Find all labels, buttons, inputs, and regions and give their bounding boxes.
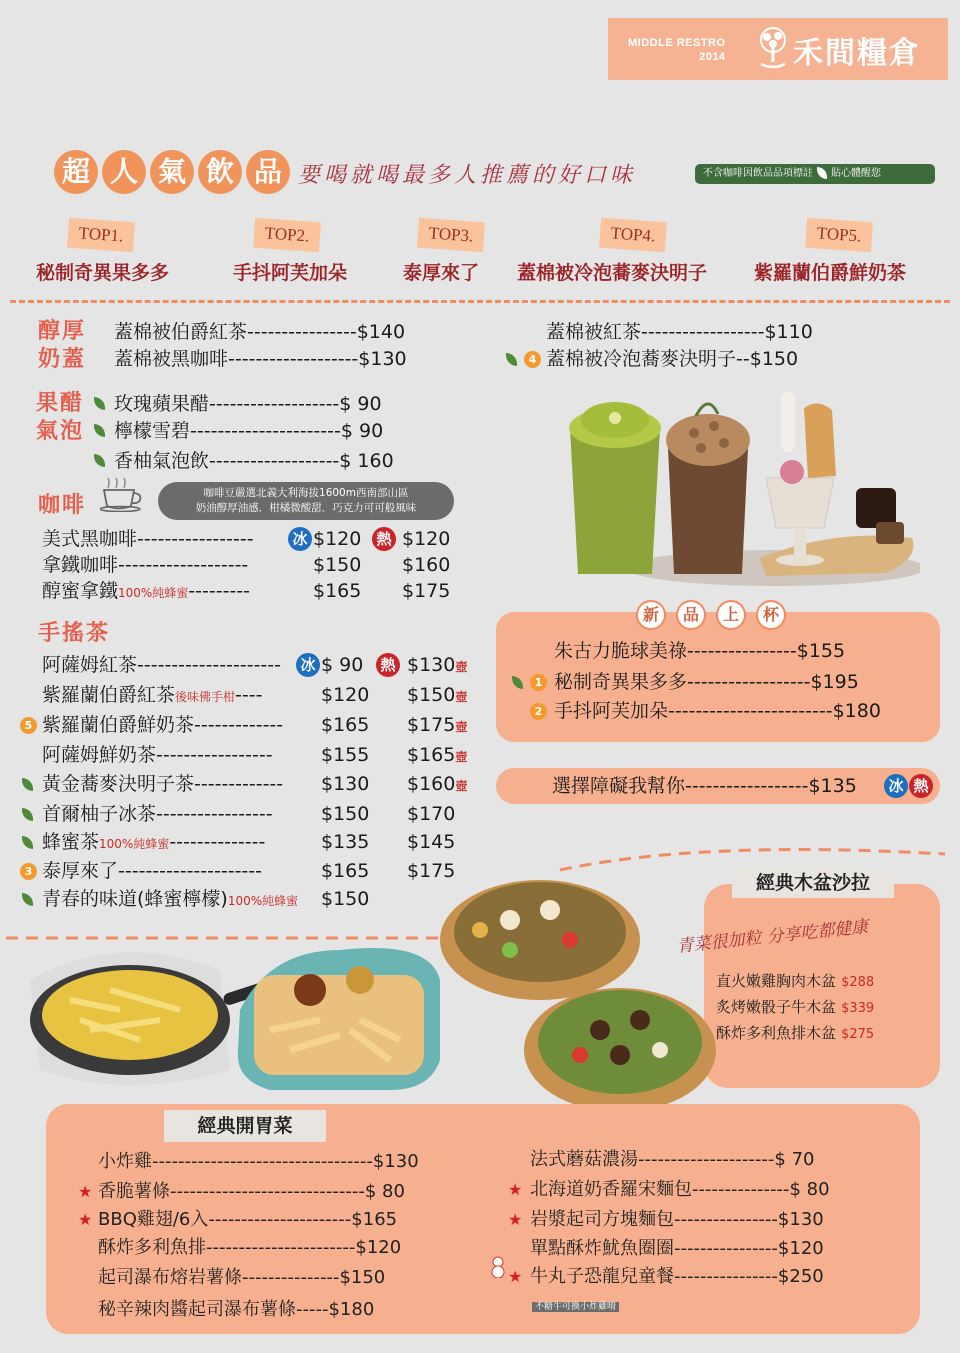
menu-item	[530, 1237, 824, 1261]
leader-dots: ----------------------	[190, 420, 341, 442]
item-price: $155	[796, 640, 846, 662]
item-tag: 後味佛手柑	[175, 690, 236, 704]
menu-item	[554, 669, 859, 695]
leader-dots: -------------------	[209, 393, 340, 415]
item-price: $ 80	[364, 1181, 405, 1202]
item-name: 秘制奇異果多多	[554, 671, 688, 693]
item-name: 蓋棉被黑咖啡	[114, 348, 229, 370]
coffee-bean-note	[158, 482, 454, 520]
leader-dots: ----------------	[674, 1238, 778, 1259]
leader-dots: ---------------------	[638, 1149, 775, 1170]
hot-price-value: $165	[407, 744, 456, 766]
top1-tag: TOP1.	[67, 218, 135, 253]
ice-price: $165	[313, 580, 362, 602]
item-name: 北海道奶香羅宋麵包	[530, 1179, 692, 1200]
leaf-icon	[94, 454, 105, 467]
leader-dots: -----------------	[156, 744, 273, 766]
item-name: 朱古力脆球美祿	[554, 640, 688, 662]
item-price: $150	[749, 348, 799, 370]
leaf-icon	[94, 424, 105, 437]
menu-item	[42, 526, 254, 552]
hot-price	[407, 801, 455, 827]
item-name: 首爾柚子冰茶	[42, 803, 157, 825]
leader-dots: --	[736, 348, 750, 370]
leader-dots: ------------------	[687, 671, 811, 693]
snowman-icon	[488, 1256, 508, 1278]
new-label-char-2: 品	[676, 600, 706, 630]
hot-badge: 熱	[909, 774, 933, 798]
item-name: 青春的味道(蜂蜜檸檬)	[42, 888, 228, 910]
menu-item	[114, 346, 407, 372]
item-name: 香脆薯條	[98, 1181, 170, 1202]
leader-dots: ---------------------	[118, 860, 262, 882]
item-name: 炙烤嫩骰子牛木盆	[716, 998, 837, 1016]
new-label-char-1: 新	[636, 600, 666, 630]
leader-dots: ----	[235, 684, 263, 706]
menu-item	[42, 712, 283, 738]
leader-dots: ----------------------------------	[152, 1151, 373, 1172]
item-name: 蓋棉被紅茶	[546, 321, 642, 343]
item-name: 手抖阿芙加朵	[554, 700, 669, 722]
item-name: 酥炸多利魚排木盆	[716, 1024, 837, 1042]
title-char-5: 品	[246, 150, 290, 194]
pot-label: 壺	[455, 720, 468, 734]
hot-price-value: $145	[407, 831, 456, 853]
item-price: $275	[841, 1027, 875, 1042]
ice-price: $130	[321, 773, 370, 795]
salad-item	[716, 1022, 874, 1048]
leader-dots: -------------	[194, 773, 284, 795]
salad-list	[716, 970, 874, 1048]
item-name: 紫羅蘭伯爵紅茶	[42, 684, 176, 706]
ice-badge: 冰	[288, 527, 312, 551]
item-tag: 100%純蜂蜜	[227, 894, 299, 908]
menu-item	[552, 773, 857, 799]
hot-price-value: $175	[407, 714, 456, 736]
item-name: 岩漿起司方塊麵包	[530, 1209, 674, 1230]
leader-dots: -------------------	[209, 450, 340, 472]
pot-label: 壺	[455, 660, 468, 674]
menu-item	[114, 319, 405, 345]
item-name: 泰厚來了	[42, 860, 119, 882]
menu-item	[554, 638, 845, 664]
rank-badge: 4	[524, 351, 541, 368]
item-price: $ 80	[789, 1179, 830, 1200]
item-name: 美式黑咖啡	[42, 528, 138, 550]
top4-name: 蓋棉被冷泡蕎麥決明子	[517, 262, 708, 284]
leader-dots: ----------------	[247, 321, 357, 343]
item-name: 拿鐵咖啡	[42, 554, 119, 576]
item-name: 黃金蕎麥決明子茶	[42, 773, 195, 795]
item-name: 蓋棉被冷泡蕎麥決明子	[546, 348, 737, 370]
coffee-note-line1: 咖啡豆嚴選北義大利海拔1600m西南部山區	[203, 487, 409, 499]
salad-item	[716, 996, 874, 1022]
top4-tag: TOP4.	[599, 218, 667, 253]
caffeine-note-suffix: 貼心體醒您	[831, 168, 881, 179]
menu-item	[554, 698, 881, 724]
hot-price: $120	[402, 528, 451, 550]
pot-label: 壺	[455, 779, 468, 793]
category-vinegar-line1: 果醋	[36, 391, 85, 416]
item-price: $135	[808, 775, 857, 797]
item-price: $130	[372, 1151, 419, 1172]
leader-dots: ---------	[188, 580, 251, 602]
item-price: $120	[355, 1237, 402, 1258]
item-price: $180	[832, 700, 881, 722]
item-price: $140	[356, 321, 406, 343]
item-price: $ 90	[339, 393, 382, 415]
leader-dots: -------------------	[118, 554, 249, 576]
menu-item	[530, 1148, 814, 1172]
star-icon: ★	[78, 1182, 93, 1201]
ice-price: $150	[321, 803, 370, 825]
top2-tag: TOP2.	[253, 218, 321, 253]
rank-badge: 1	[530, 674, 547, 691]
top3-tag: TOP3.	[417, 218, 485, 253]
drinks-photo	[556, 388, 920, 588]
title-char-1: 超	[54, 150, 98, 194]
category-rich-foam	[38, 318, 86, 374]
salad-label: 經典木盆沙拉	[732, 868, 894, 898]
hot-price	[407, 742, 467, 770]
leader-dots: --------------	[169, 831, 266, 853]
item-name: 檸檬雪碧	[114, 420, 191, 442]
ice-price: $150	[313, 554, 362, 576]
item-name: 直火嫩雞胸肉木盆	[716, 972, 837, 990]
item-price: $120	[777, 1238, 824, 1259]
hot-price: $175	[402, 580, 451, 602]
leader-dots: ----------------	[687, 640, 797, 662]
salad-tagline: 青菜很加粒 分享吃都健康	[675, 916, 870, 957]
category-coffee: 咖啡	[38, 493, 87, 518]
item-name: 單點酥炸魷魚圈圈	[530, 1238, 674, 1259]
new-label-char-4: 杯	[756, 600, 786, 630]
top5-tag: TOP5.	[805, 218, 873, 253]
brand-cn: 禾間糧倉	[793, 36, 921, 71]
item-price: $ 70	[774, 1149, 815, 1170]
category-rich-foam-line2: 奶蓋	[38, 347, 87, 372]
pot-label: 壺	[455, 750, 468, 764]
category-vinegar-line2: 氣泡	[36, 419, 85, 444]
menu-item	[98, 1208, 397, 1232]
leader-dots: -------------	[194, 714, 284, 736]
item-name: 蓋棉被伯爵紅茶	[114, 321, 248, 343]
leaf-icon	[506, 353, 517, 366]
item-name: 起司瀑布熔岩薯條	[98, 1267, 242, 1288]
menu-item	[98, 1266, 385, 1290]
ice-price: $165	[321, 714, 370, 736]
ice-badge: 冰	[296, 653, 320, 677]
title-char-4: 飲	[198, 150, 242, 194]
hot-price	[407, 771, 467, 799]
leader-dots: -----------------	[137, 528, 254, 550]
brand-year: 2014	[699, 51, 726, 63]
item-name: 醇蜜拿鐵	[42, 580, 119, 602]
ice-price: $150	[321, 888, 370, 910]
rank-badge: 5	[20, 717, 37, 734]
hot-price-value: $170	[407, 803, 456, 825]
item-name: 玫瑰蘋果醋	[114, 393, 210, 415]
caffeine-note-text: 不含咖啡因飲品品項標註	[703, 168, 813, 179]
menu-item	[42, 552, 248, 578]
item-price: $339	[841, 1001, 875, 1016]
leaf-icon	[94, 397, 105, 410]
leader-dots: ---------------	[692, 1179, 790, 1200]
item-price: $110	[764, 321, 813, 343]
hot-price-value: $130	[407, 654, 456, 676]
tree-icon	[756, 26, 790, 72]
subtitle: 要喝就喝最多人推薦的好口味	[298, 163, 637, 188]
kids-note-text: 不糖牛可換小炸雞唷	[532, 1302, 619, 1312]
menu-item	[98, 1150, 419, 1174]
leader-dots: ------------------------	[668, 700, 833, 722]
item-tag: 100%純蜂蜜	[99, 837, 170, 851]
menu-item	[42, 801, 273, 827]
rank-badge: 2	[530, 703, 547, 720]
item-price: $180	[328, 1299, 375, 1320]
item-name: 蜂蜜茶	[42, 831, 100, 853]
menu-item	[114, 418, 383, 444]
leader-dots: ----------------------	[208, 1209, 352, 1230]
divider	[10, 300, 950, 303]
hot-price-value: $175	[407, 860, 456, 882]
ice-price: $165	[321, 860, 370, 882]
item-price: $ 90	[340, 420, 384, 442]
ice-price: $120	[321, 684, 370, 706]
ice-price: $135	[321, 831, 370, 853]
item-price: $288	[841, 975, 875, 990]
item-name: 牛丸子恐龍兒童餐	[530, 1266, 674, 1287]
item-name: 秘辛辣肉醬起司瀑布薯條	[98, 1299, 296, 1320]
top1-name: 秘制奇異果多多	[36, 262, 170, 284]
menu-item	[530, 1208, 824, 1232]
kids-note	[532, 1294, 619, 1313]
star-icon: ★	[508, 1267, 523, 1286]
brand-en	[628, 36, 726, 64]
star-icon: ★	[78, 1210, 93, 1229]
hot-price	[407, 682, 467, 710]
item-name: 選擇障礙我幫你	[552, 775, 686, 797]
leader-dots: -----------------	[156, 803, 273, 825]
item-price: $150	[339, 1267, 386, 1288]
leader-dots: ---------------------	[137, 654, 281, 676]
leader-dots: ---------------	[242, 1267, 340, 1288]
leaf-icon	[22, 808, 33, 821]
menu-item	[546, 319, 813, 345]
menu-item	[98, 1236, 401, 1260]
item-price: $165	[351, 1209, 398, 1230]
top5-name: 紫羅蘭伯爵鮮奶茶	[754, 262, 907, 284]
ice-price: $155	[321, 744, 370, 766]
item-name: 法式蘑菇濃湯	[530, 1149, 638, 1170]
menu-item	[114, 391, 382, 417]
category-rich-foam-line1: 醇厚	[38, 319, 87, 344]
appetizer-label: 經典開胃菜	[164, 1110, 326, 1142]
leader-dots: ------------------	[685, 775, 809, 797]
menu-item	[42, 771, 283, 797]
pot-label: 壺	[455, 690, 468, 704]
leader-dots: ------------------	[641, 321, 765, 343]
ice-badge: 冰	[884, 774, 908, 798]
menu-item	[530, 1265, 824, 1289]
menu-item	[98, 1180, 405, 1204]
top3-name: 泰厚來了	[403, 262, 480, 284]
menu-item	[546, 346, 798, 372]
leaf-icon	[22, 778, 33, 791]
menu-item	[98, 1298, 374, 1322]
category-tea: 手搖茶	[38, 621, 111, 646]
item-name: 紫羅蘭伯爵鮮奶茶	[42, 714, 195, 736]
hot-price	[407, 712, 467, 740]
category-vinegar	[36, 390, 84, 446]
item-name: 小炸雞	[98, 1151, 152, 1172]
item-price: $130	[358, 348, 407, 370]
hot-price: $160	[402, 554, 451, 576]
ice-price: $ 90	[321, 654, 364, 676]
leader-dots: ------------------------------	[170, 1181, 365, 1202]
item-price: $130	[777, 1209, 824, 1230]
item-price: $250	[777, 1266, 824, 1287]
leader-dots: ----------------	[674, 1209, 778, 1230]
leader-dots: ----------------	[674, 1266, 778, 1287]
brand-en-name: MIDDLE RESTRO	[628, 37, 726, 49]
hot-price-value: $150	[407, 684, 456, 706]
hot-badge: 熱	[372, 527, 396, 551]
item-tag: 100%純蜂蜜	[118, 586, 189, 600]
coffee-cup-icon	[100, 478, 146, 512]
salad-item	[716, 970, 874, 996]
leader-dots: -----	[296, 1299, 329, 1320]
top2-name: 手抖阿芙加朵	[233, 262, 348, 284]
hot-badge: 熱	[376, 653, 400, 677]
new-label-char-3: 上	[716, 600, 746, 630]
coffee-note-line2: 奶油醇厚油感．柑橘微酸甜．巧克力可可般風味	[195, 502, 417, 514]
item-name: BBQ雞翅/6入	[98, 1209, 209, 1230]
hot-price-value: $160	[407, 773, 456, 795]
menu-item	[530, 1178, 830, 1202]
star-icon: ★	[508, 1210, 523, 1229]
ice-price: $120	[313, 528, 362, 550]
star-icon: ★	[508, 1180, 523, 1199]
item-name: 香柚氣泡飲	[114, 450, 210, 472]
rank-badge: 3	[20, 863, 37, 880]
item-price: $195	[810, 671, 859, 693]
leader-dots: -------------------	[228, 348, 359, 370]
brand-logo	[608, 18, 948, 80]
item-name: 阿薩姆鮮奶茶	[42, 744, 157, 766]
leaf-icon	[817, 167, 827, 179]
menu-item	[42, 578, 250, 606]
hot-price	[407, 652, 467, 680]
leader-dots: -----------------------	[206, 1237, 356, 1258]
item-name: 阿薩姆紅茶	[42, 654, 138, 676]
menu-item	[42, 682, 262, 710]
title-char-2: 人	[102, 150, 146, 194]
menu-item	[42, 742, 273, 768]
title-char-3: 氣	[150, 150, 194, 194]
menu-item	[42, 652, 281, 678]
caffeine-note	[695, 164, 935, 184]
item-name: 酥炸多利魚排	[98, 1237, 206, 1258]
item-price: $ 160	[339, 450, 394, 472]
food-photo	[10, 860, 724, 1120]
menu-item	[114, 448, 394, 474]
